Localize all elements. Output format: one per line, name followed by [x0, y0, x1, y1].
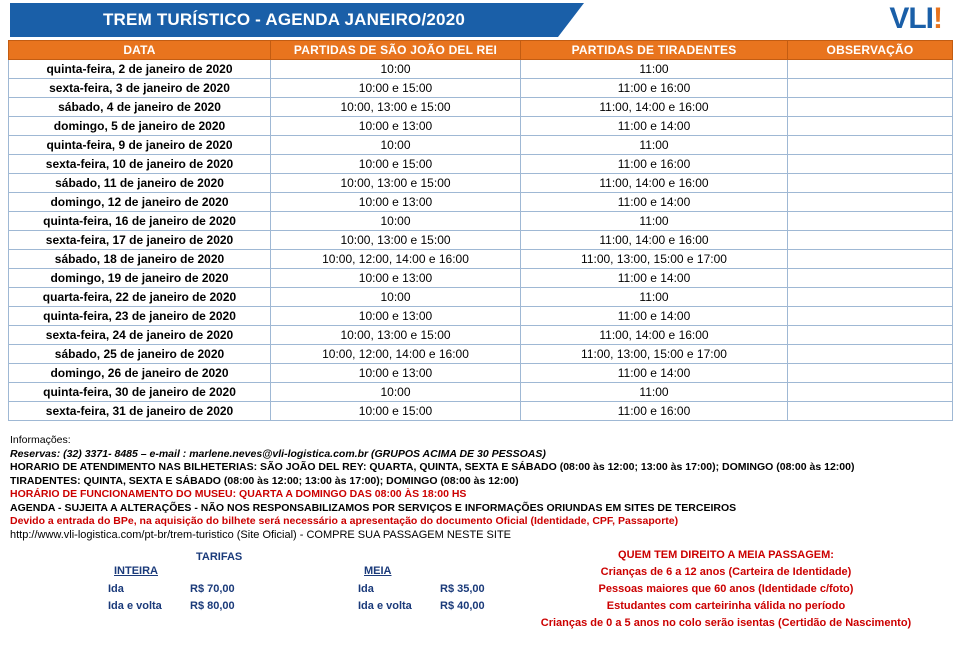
table-row	[9, 231, 953, 250]
info-line: HORARIO DE ATENDIMENTO NAS BILHETERIAS: SÃO JOÃO DEL REY: QUARTA, QUINTA, SEXTA E SÁBADO (08:00 às 12:00; 13:00 às 17:00); DOMINGO (08:00 às 12:00)	[10, 461, 855, 473]
column-header-partidas-sjdr: PARTIDAS DE SÃO JOÃO DEL REI	[271, 41, 521, 60]
info-line: TIRADENTES: QUINTA, SEXTA E SÁBADO (08:00 às 12:00; 13:00 às 17:00); DOMINGO (08:00 às 12:00)	[10, 474, 519, 487]
cell-partidas-tiradentes: 11:00 e 16:00	[521, 155, 788, 174]
cell-data: sexta-feira, 31 de janeiro de 2020	[9, 402, 271, 421]
info-line: AGENDA - SUJEITA A ALTERAÇÕES - NÃO NOS RESPONSABILIZAMOS POR SERVIÇOS E INFORMAÇÕES ORIUNDAS EM SITES DE TERCEIROS	[10, 501, 737, 514]
cell-data: quinta-feira, 9 de janeiro de 2020	[9, 136, 271, 155]
direito-meia-items	[500, 564, 952, 632]
column-header-data: DATA	[9, 41, 271, 60]
banner-arrow-decoration	[558, 3, 584, 37]
cell-data: sexta-feira, 17 de janeiro de 2020	[9, 231, 271, 250]
cell-partidas-tiradentes: 11:00 e 14:00	[521, 117, 788, 136]
cell-observacao	[788, 60, 953, 79]
table-row	[9, 212, 953, 231]
cell-data: quinta-feira, 16 de janeiro de 2020	[9, 212, 271, 231]
table-row	[9, 136, 953, 155]
cell-partidas-tiradentes: 11:00, 13:00, 15:00 e 17:00	[521, 250, 788, 269]
cell-data: sábado, 11 de janeiro de 2020	[9, 174, 271, 193]
table-row	[9, 98, 953, 117]
fare-row	[358, 598, 485, 615]
logo-dot: !	[933, 2, 942, 35]
cell-partidas-tiradentes: 11:00, 13:00, 15:00 e 17:00	[521, 345, 788, 364]
cell-data: quinta-feira, 30 de janeiro de 2020	[9, 383, 271, 402]
table-row	[9, 250, 953, 269]
cell-observacao	[788, 326, 953, 345]
cell-data: sábado, 25 de janeiro de 2020	[9, 345, 271, 364]
cell-observacao	[788, 79, 953, 98]
cell-observacao	[788, 193, 953, 212]
cell-partidas-sjdr: 10:00, 12:00, 14:00 e 16:00	[271, 250, 521, 269]
cell-partidas-tiradentes: 11:00	[521, 136, 788, 155]
table-header-row	[9, 41, 953, 60]
direito-meia-item: Crianças de 6 a 12 anos (Carteira de Identidade)	[600, 566, 852, 578]
cell-partidas-tiradentes: 11:00 e 16:00	[521, 402, 788, 421]
cell-partidas-tiradentes: 11:00, 14:00 e 16:00	[521, 174, 788, 193]
cell-partidas-sjdr: 10:00, 12:00, 14:00 e 16:00	[271, 345, 521, 364]
page-header	[0, 0, 960, 40]
cell-partidas-tiradentes: 11:00 e 16:00	[521, 79, 788, 98]
table-row	[9, 174, 953, 193]
info-lines	[10, 448, 950, 543]
table-row	[9, 307, 953, 326]
fare-label: Ida e volta	[108, 600, 162, 612]
cell-partidas-tiradentes: 11:00	[521, 212, 788, 231]
cell-data: sexta-feira, 24 de janeiro de 2020	[9, 326, 271, 345]
cell-partidas-sjdr: 10:00 e 15:00	[271, 79, 521, 98]
column-header-partidas-tiradentes: PARTIDAS DE TIRADENTES	[521, 41, 788, 60]
tarifas-title: TARIFAS	[196, 551, 243, 563]
cell-partidas-tiradentes: 11:00 e 14:00	[521, 269, 788, 288]
cell-data: domingo, 12 de janeiro de 2020	[9, 193, 271, 212]
cell-partidas-tiradentes: 11:00	[521, 60, 788, 79]
cell-partidas-tiradentes: 11:00, 14:00 e 16:00	[521, 231, 788, 250]
cell-partidas-tiradentes: 11:00 e 14:00	[521, 364, 788, 383]
table-row	[9, 155, 953, 174]
cell-data: domingo, 19 de janeiro de 2020	[9, 269, 271, 288]
fare-row	[108, 581, 235, 598]
cell-observacao	[788, 117, 953, 136]
cell-partidas-tiradentes: 11:00, 14:00 e 16:00	[521, 98, 788, 117]
cell-observacao	[788, 174, 953, 193]
vli-logo	[889, 2, 942, 36]
cell-partidas-sjdr: 10:00	[271, 136, 521, 155]
cell-data: quarta-feira, 22 de janeiro de 2020	[9, 288, 271, 307]
cell-partidas-sjdr: 10:00, 13:00 e 15:00	[271, 326, 521, 345]
cell-partidas-sjdr: 10:00 e 13:00	[271, 364, 521, 383]
cell-partidas-sjdr: 10:00 e 13:00	[271, 193, 521, 212]
cell-partidas-sjdr: 10:00, 13:00 e 15:00	[271, 174, 521, 193]
cell-observacao	[788, 231, 953, 250]
fare-label: Ida	[108, 583, 124, 595]
table-row	[9, 288, 953, 307]
cell-partidas-sjdr: 10:00 e 13:00	[271, 269, 521, 288]
cell-data: sábado, 18 de janeiro de 2020	[9, 250, 271, 269]
cell-observacao	[788, 250, 953, 269]
direito-meia-item: Crianças de 0 a 5 anos no colo serão isentas (Certidão de Nascimento)	[540, 617, 912, 629]
cell-partidas-tiradentes: 11:00	[521, 383, 788, 402]
cell-partidas-sjdr: 10:00	[271, 288, 521, 307]
cell-partidas-tiradentes: 11:00 e 14:00	[521, 307, 788, 326]
cell-partidas-sjdr: 10:00 e 15:00	[271, 155, 521, 174]
table-row	[9, 117, 953, 136]
cell-partidas-sjdr: 10:00 e 13:00	[271, 117, 521, 136]
schedule-table	[8, 40, 953, 421]
direito-meia-title: QUEM TEM DIREITO A MEIA PASSAGEM:	[618, 549, 834, 561]
info-line: Devido a entrada do BPe, na aquisição do bilhete será necessário a apresentação do documento Oficial (Identidade, CPF, Passaporte)	[10, 515, 679, 527]
table-row	[9, 402, 953, 421]
cell-partidas-tiradentes: 11:00	[521, 288, 788, 307]
fare-heading-inteira: INTEIRA	[114, 565, 158, 577]
cell-partidas-sjdr: 10:00 e 13:00	[271, 307, 521, 326]
info-block	[10, 434, 950, 542]
fare-block-inteira	[108, 565, 235, 615]
cell-data: sexta-feira, 10 de janeiro de 2020	[9, 155, 271, 174]
info-line[interactable]: http://www.vli-logistica.com/pt-br/trem-turistico (Site Oficial) - COMPRE SUA PASSAGEM NESTE SITE	[10, 528, 512, 541]
table-row	[9, 193, 953, 212]
fare-block-meia	[358, 565, 485, 615]
direito-meia-block	[500, 549, 952, 632]
fare-row	[108, 598, 235, 615]
table-row	[9, 326, 953, 345]
fare-row	[358, 581, 485, 598]
info-label: Informações:	[10, 434, 71, 446]
cell-partidas-sjdr: 10:00, 13:00 e 15:00	[271, 98, 521, 117]
table-row	[9, 345, 953, 364]
fare-value: R$ 80,00	[190, 600, 235, 612]
cell-data: quinta-feira, 2 de janeiro de 2020	[9, 60, 271, 79]
cell-observacao	[788, 383, 953, 402]
cell-observacao	[788, 269, 953, 288]
cell-partidas-sjdr: 10:00	[271, 60, 521, 79]
cell-partidas-tiradentes: 11:00 e 14:00	[521, 193, 788, 212]
page-title: TREM TURÍSTICO - AGENDA JANEIRO/2020	[10, 3, 558, 37]
cell-data: sábado, 4 de janeiro de 2020	[9, 98, 271, 117]
column-header-observacao: OBSERVAÇÃO	[788, 41, 953, 60]
cell-observacao	[788, 98, 953, 117]
cell-partidas-sjdr: 10:00, 13:00 e 15:00	[271, 231, 521, 250]
info-line: Reservas: (32) 3371- 8485 – e-mail : marlene.neves@vli-logistica.com.br (GRUPOS ACIMA DE 30 PESSOAS)	[10, 447, 546, 460]
direito-meia-item: Pessoas maiores que 60 anos (Identidade c/foto)	[598, 583, 854, 595]
cell-observacao	[788, 345, 953, 364]
cell-observacao	[788, 364, 953, 383]
cell-observacao	[788, 136, 953, 155]
table-row	[9, 364, 953, 383]
fare-value: R$ 40,00	[440, 600, 485, 612]
cell-data: domingo, 5 de janeiro de 2020	[9, 117, 271, 136]
fare-heading-meia: MEIA	[364, 565, 392, 577]
cell-partidas-sjdr: 10:00 e 15:00	[271, 402, 521, 421]
cell-observacao	[788, 155, 953, 174]
logo-text: VLI	[889, 2, 933, 35]
direito-meia-item: Estudantes com carteirinha válida no período	[606, 600, 846, 612]
fare-value: R$ 70,00	[190, 583, 235, 595]
cell-observacao	[788, 402, 953, 421]
cell-observacao	[788, 307, 953, 326]
fare-label: Ida e volta	[358, 600, 412, 612]
cell-observacao	[788, 288, 953, 307]
cell-data: sexta-feira, 3 de janeiro de 2020	[9, 79, 271, 98]
schedule-table-body	[9, 60, 953, 421]
table-row	[9, 60, 953, 79]
cell-partidas-tiradentes: 11:00, 14:00 e 16:00	[521, 326, 788, 345]
cell-data: quinta-feira, 23 de janeiro de 2020	[9, 307, 271, 326]
cell-data: domingo, 26 de janeiro de 2020	[9, 364, 271, 383]
fare-label: Ida	[358, 583, 374, 595]
table-row	[9, 269, 953, 288]
table-row	[9, 79, 953, 98]
info-line: HORÁRIO DE FUNCIONAMENTO DO MUSEU: QUARTA A DOMINGO DAS 08:00 ÀS 18:00 HS	[10, 488, 467, 500]
table-row	[9, 383, 953, 402]
cell-partidas-sjdr: 10:00	[271, 383, 521, 402]
cell-observacao	[788, 212, 953, 231]
cell-partidas-sjdr: 10:00	[271, 212, 521, 231]
fare-value: R$ 35,00	[440, 583, 485, 595]
